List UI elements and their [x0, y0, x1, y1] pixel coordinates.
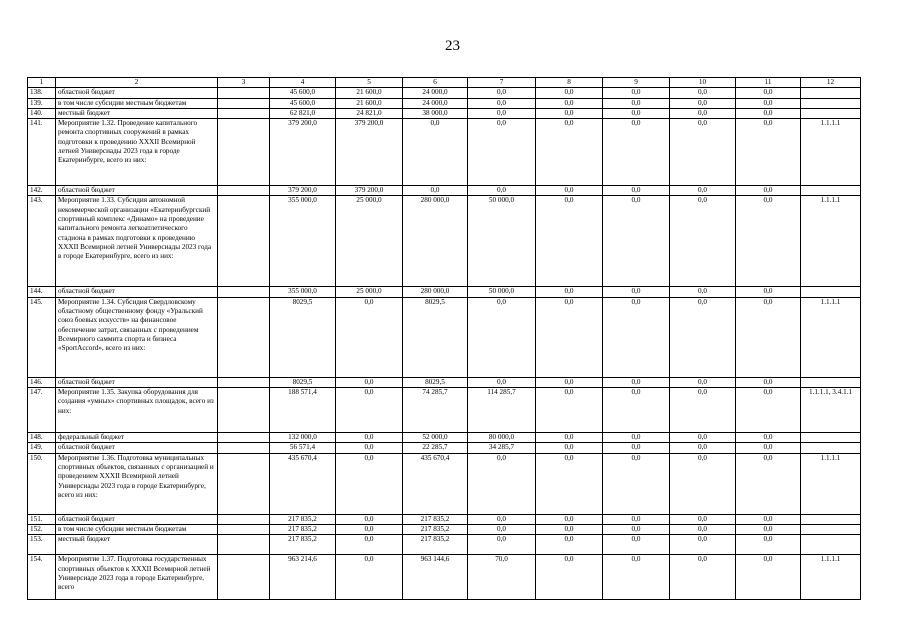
budget-table	[27, 77, 861, 600]
column-3-cell	[218, 433, 270, 443]
table-row	[28, 555, 861, 600]
column-11-cell: 0,0	[736, 186, 801, 196]
row-number: 151.	[28, 514, 56, 524]
column-6-cell: 0,0	[403, 119, 468, 186]
column-7-cell: 80 000,0	[468, 433, 536, 443]
row-number: 139.	[28, 98, 56, 108]
row-number: 138.	[28, 88, 56, 98]
row-number: 149.	[28, 443, 56, 453]
column-10-cell: 0,0	[670, 514, 736, 524]
table-row	[28, 98, 861, 108]
column-4-cell: 132 000,0	[270, 433, 336, 443]
column-4-cell: 8029,5	[270, 297, 336, 377]
table-row	[28, 388, 861, 433]
column-7-cell: 0,0	[468, 119, 536, 186]
column-5-cell: 0,0	[336, 524, 403, 534]
column-header: 5	[336, 78, 403, 88]
column-12-cell: 1.1.1.1	[801, 119, 861, 186]
column-7-cell: 70,0	[468, 555, 536, 600]
column-9-cell: 0,0	[603, 88, 670, 98]
column-header: 1	[28, 78, 56, 88]
column-11-cell: 0,0	[736, 287, 801, 297]
column-8-cell: 0,0	[536, 287, 603, 297]
column-10-cell: 0,0	[670, 453, 736, 514]
row-name: в том числе субсидии местным бюджетам	[56, 98, 218, 108]
column-11-cell: 0,0	[736, 98, 801, 108]
column-12-cell: 1.1.1.1, 3.4.1.1	[801, 388, 861, 433]
column-10-cell: 0,0	[670, 196, 736, 287]
column-header: 4	[270, 78, 336, 88]
row-number: 144.	[28, 287, 56, 297]
column-8-cell: 0,0	[536, 514, 603, 524]
column-12-cell	[801, 514, 861, 524]
column-12-cell: 1.1.1.1	[801, 297, 861, 377]
column-11-cell: 0,0	[736, 453, 801, 514]
column-6-cell: 24 000,0	[403, 98, 468, 108]
column-10-cell: 0,0	[670, 108, 736, 118]
row-number: 150.	[28, 453, 56, 514]
column-6-cell: 217 835,2	[403, 524, 468, 534]
column-6-cell: 0,0	[403, 186, 468, 196]
table-row	[28, 524, 861, 534]
column-7-cell: 34 285,7	[468, 443, 536, 453]
column-header: 2	[56, 78, 218, 88]
column-11-cell: 0,0	[736, 514, 801, 524]
table-row	[28, 287, 861, 297]
column-9-cell: 0,0	[603, 388, 670, 433]
column-4-cell: 217 835,2	[270, 524, 336, 534]
column-3-cell	[218, 514, 270, 524]
column-3-cell	[218, 186, 270, 196]
column-8-cell: 0,0	[536, 108, 603, 118]
row-name: областной бюджет	[56, 514, 218, 524]
column-10-cell: 0,0	[670, 433, 736, 443]
column-9-cell: 0,0	[603, 453, 670, 514]
column-9-cell: 0,0	[603, 433, 670, 443]
column-header: 7	[468, 78, 536, 88]
column-6-cell: 74 285,7	[403, 388, 468, 433]
column-12-cell	[801, 535, 861, 555]
column-12-cell	[801, 108, 861, 118]
column-3-cell	[218, 297, 270, 377]
column-12-cell: 1.1.1.1	[801, 555, 861, 600]
column-8-cell: 0,0	[536, 196, 603, 287]
column-12-cell: 1.1.1.1	[801, 196, 861, 287]
column-10-cell: 0,0	[670, 98, 736, 108]
column-4-cell: 355 000,0	[270, 287, 336, 297]
column-10-cell: 0,0	[670, 88, 736, 98]
row-name: Мероприятие 1.36. Подготовка муниципальных спортивных объектов, связанных с организацией и проведением XXXII Всемирной летней Универсиады 2023 года в городе Екатеринбурге, всего из них:	[56, 453, 218, 514]
column-7-cell: 50 000,0	[468, 196, 536, 287]
column-9-cell: 0,0	[603, 98, 670, 108]
column-5-cell: 379 200,0	[336, 186, 403, 196]
column-8-cell: 0,0	[536, 186, 603, 196]
column-12-cell	[801, 98, 861, 108]
column-8-cell: 0,0	[536, 453, 603, 514]
column-header: 11	[736, 78, 801, 88]
table-row	[28, 453, 861, 514]
column-12-cell: 1.1.1.1	[801, 453, 861, 514]
table-row	[28, 514, 861, 524]
row-name: областной бюджет	[56, 186, 218, 196]
column-3-cell	[218, 377, 270, 387]
column-8-cell: 0,0	[536, 535, 603, 555]
column-8-cell: 0,0	[536, 443, 603, 453]
column-4-cell: 8029,5	[270, 377, 336, 387]
column-11-cell: 0,0	[736, 88, 801, 98]
column-3-cell	[218, 88, 270, 98]
column-9-cell: 0,0	[603, 377, 670, 387]
column-6-cell: 24 000,0	[403, 88, 468, 98]
column-6-cell: 22 285,7	[403, 443, 468, 453]
column-4-cell: 379 200,0	[270, 119, 336, 186]
column-5-cell: 0,0	[336, 453, 403, 514]
column-6-cell: 963 144,6	[403, 555, 468, 600]
column-9-cell: 0,0	[603, 297, 670, 377]
column-7-cell: 0,0	[468, 108, 536, 118]
column-header: 8	[536, 78, 603, 88]
column-4-cell: 56 571,4	[270, 443, 336, 453]
column-4-cell: 62 821,0	[270, 108, 336, 118]
column-5-cell: 25 000,0	[336, 287, 403, 297]
column-10-cell: 0,0	[670, 555, 736, 600]
row-name: Мероприятие 1.37. Подготовка государственных спортивных объектов к XXXII Всемирной летней Универсиаде 2023 года в городе Екатеринбурге, всего	[56, 555, 218, 600]
column-6-cell: 38 000,0	[403, 108, 468, 118]
row-name: федеральный бюджет	[56, 433, 218, 443]
column-6-cell: 8029,5	[403, 297, 468, 377]
column-6-cell: 435 670,4	[403, 453, 468, 514]
row-number: 147.	[28, 388, 56, 433]
column-11-cell: 0,0	[736, 297, 801, 377]
column-4-cell: 355 000,0	[270, 196, 336, 287]
column-3-cell	[218, 524, 270, 534]
table-row	[28, 377, 861, 387]
column-7-cell: 114 285,7	[468, 388, 536, 433]
column-header: 12	[801, 78, 861, 88]
column-8-cell: 0,0	[536, 119, 603, 186]
column-5-cell: 0,0	[336, 433, 403, 443]
column-3-cell	[218, 287, 270, 297]
column-11-cell: 0,0	[736, 433, 801, 443]
column-3-cell	[218, 196, 270, 287]
column-7-cell: 0,0	[468, 524, 536, 534]
column-5-cell: 0,0	[336, 514, 403, 524]
column-12-cell	[801, 287, 861, 297]
column-8-cell: 0,0	[536, 297, 603, 377]
column-5-cell: 21 600,0	[336, 98, 403, 108]
column-6-cell: 52 000,0	[403, 433, 468, 443]
column-6-cell: 217 835,2	[403, 514, 468, 524]
row-name: местный бюджет	[56, 535, 218, 555]
column-9-cell: 0,0	[603, 443, 670, 453]
column-10-cell: 0,0	[670, 443, 736, 453]
row-name: Мероприятие 1.35. Закупка оборудования для создания «умных» спортивных площадок, всего из них:	[56, 388, 218, 433]
column-9-cell: 0,0	[603, 535, 670, 555]
column-header: 3	[218, 78, 270, 88]
column-11-cell: 0,0	[736, 535, 801, 555]
column-3-cell	[218, 443, 270, 453]
column-6-cell: 217 835,2	[403, 535, 468, 555]
column-6-cell: 280 000,0	[403, 196, 468, 287]
column-11-cell: 0,0	[736, 388, 801, 433]
column-8-cell: 0,0	[536, 98, 603, 108]
column-7-cell: 50 000,0	[468, 287, 536, 297]
column-9-cell: 0,0	[603, 186, 670, 196]
column-9-cell: 0,0	[603, 514, 670, 524]
column-10-cell: 0,0	[670, 186, 736, 196]
column-4-cell: 435 670,4	[270, 453, 336, 514]
column-11-cell: 0,0	[736, 119, 801, 186]
column-11-cell: 0,0	[736, 108, 801, 118]
row-name: Мероприятие 1.34. Субсидия Свердловскому областному общественному фонду «Уральский союз боевых искусств» на финансовое обеспечение затрат, связанных с проведением Всемирного саммита спорта и бизнеса «SportAccord», всего из них:	[56, 297, 218, 377]
column-12-cell	[801, 88, 861, 98]
column-8-cell: 0,0	[536, 88, 603, 98]
column-5-cell: 0,0	[336, 443, 403, 453]
column-8-cell: 0,0	[536, 555, 603, 600]
row-name: областной бюджет	[56, 443, 218, 453]
column-3-cell	[218, 535, 270, 555]
column-11-cell: 0,0	[736, 443, 801, 453]
column-12-cell	[801, 377, 861, 387]
column-10-cell: 0,0	[670, 388, 736, 433]
row-number: 143.	[28, 196, 56, 287]
row-number: 141.	[28, 119, 56, 186]
row-name: местный бюджет	[56, 108, 218, 118]
column-3-cell	[218, 108, 270, 118]
table-row	[28, 443, 861, 453]
column-12-cell	[801, 186, 861, 196]
column-9-cell: 0,0	[603, 524, 670, 534]
column-3-cell	[218, 555, 270, 600]
column-9-cell: 0,0	[603, 196, 670, 287]
column-7-cell: 0,0	[468, 514, 536, 524]
row-number: 146.	[28, 377, 56, 387]
column-9-cell: 0,0	[603, 119, 670, 186]
column-4-cell: 963 214,6	[270, 555, 336, 600]
column-4-cell: 217 835,2	[270, 535, 336, 555]
row-name: Мероприятие 1.33. Субсидия автономной некоммерческой организации «Екатеринбургский спортивный комплекс «Динамо» на проведение капитального ремонта легкоатлетического стадиона в рамках подготовки к проведению XXXII Всемирной летней Универсиады 2023 года в городе Екатеринбурге, всего из них:	[56, 196, 218, 287]
column-7-cell: 0,0	[468, 535, 536, 555]
header-row	[28, 78, 861, 88]
column-5-cell: 25 000,0	[336, 196, 403, 287]
page-number: 23	[445, 38, 460, 54]
column-3-cell	[218, 98, 270, 108]
column-12-cell	[801, 443, 861, 453]
table-row	[28, 297, 861, 377]
table-row	[28, 108, 861, 118]
row-name: в том числе субсидии местным бюджетам	[56, 524, 218, 534]
row-number: 148.	[28, 433, 56, 443]
column-5-cell: 0,0	[336, 535, 403, 555]
column-4-cell: 188 571,4	[270, 388, 336, 433]
column-11-cell: 0,0	[736, 377, 801, 387]
column-9-cell: 0,0	[603, 555, 670, 600]
column-10-cell: 0,0	[670, 535, 736, 555]
column-5-cell: 0,0	[336, 388, 403, 433]
row-number: 152.	[28, 524, 56, 534]
row-name: областной бюджет	[56, 377, 218, 387]
column-header: 10	[670, 78, 736, 88]
row-name: областной бюджет	[56, 287, 218, 297]
column-6-cell: 280 000,0	[403, 287, 468, 297]
column-11-cell: 0,0	[736, 196, 801, 287]
column-8-cell: 0,0	[536, 524, 603, 534]
column-3-cell	[218, 119, 270, 186]
row-number: 153.	[28, 535, 56, 555]
column-12-cell	[801, 433, 861, 443]
row-number: 145.	[28, 297, 56, 377]
column-10-cell: 0,0	[670, 287, 736, 297]
column-8-cell: 0,0	[536, 388, 603, 433]
column-8-cell: 0,0	[536, 377, 603, 387]
column-10-cell: 0,0	[670, 524, 736, 534]
column-header: 6	[403, 78, 468, 88]
row-number: 142.	[28, 186, 56, 196]
column-4-cell: 45 600,0	[270, 88, 336, 98]
column-5-cell: 21 600,0	[336, 88, 403, 98]
table-row	[28, 186, 861, 196]
column-5-cell: 0,0	[336, 297, 403, 377]
column-8-cell: 0,0	[536, 433, 603, 443]
column-7-cell: 0,0	[468, 88, 536, 98]
column-10-cell: 0,0	[670, 297, 736, 377]
column-5-cell: 0,0	[336, 555, 403, 600]
column-7-cell: 0,0	[468, 186, 536, 196]
column-11-cell: 0,0	[736, 555, 801, 600]
column-10-cell: 0,0	[670, 377, 736, 387]
table-row	[28, 535, 861, 555]
column-header: 9	[603, 78, 670, 88]
table-row	[28, 88, 861, 98]
column-6-cell: 8029,5	[403, 377, 468, 387]
column-7-cell: 0,0	[468, 98, 536, 108]
column-5-cell: 0,0	[336, 377, 403, 387]
column-4-cell: 379 200,0	[270, 186, 336, 196]
column-4-cell: 45 600,0	[270, 98, 336, 108]
column-4-cell: 217 835,2	[270, 514, 336, 524]
column-7-cell: 0,0	[468, 453, 536, 514]
column-10-cell: 0,0	[670, 119, 736, 186]
column-12-cell	[801, 524, 861, 534]
row-name: областной бюджет	[56, 88, 218, 98]
column-11-cell: 0,0	[736, 524, 801, 534]
table-row	[28, 433, 861, 443]
column-9-cell: 0,0	[603, 287, 670, 297]
column-7-cell: 0,0	[468, 297, 536, 377]
column-3-cell	[218, 453, 270, 514]
row-name: Мероприятие 1.32. Проведение капитального ремонта спортивных сооружений в рамках подготовки к проведению XXXII Всемирной летней Универсиады 2023 года в городе Екатеринбурге, всего из них:	[56, 119, 218, 186]
row-number: 140.	[28, 108, 56, 118]
column-9-cell: 0,0	[603, 108, 670, 118]
table-row	[28, 119, 861, 186]
column-5-cell: 24 821,0	[336, 108, 403, 118]
row-number: 154.	[28, 555, 56, 600]
column-7-cell: 0,0	[468, 377, 536, 387]
table-row	[28, 196, 861, 287]
column-5-cell: 379 200,0	[336, 119, 403, 186]
column-3-cell	[218, 388, 270, 433]
